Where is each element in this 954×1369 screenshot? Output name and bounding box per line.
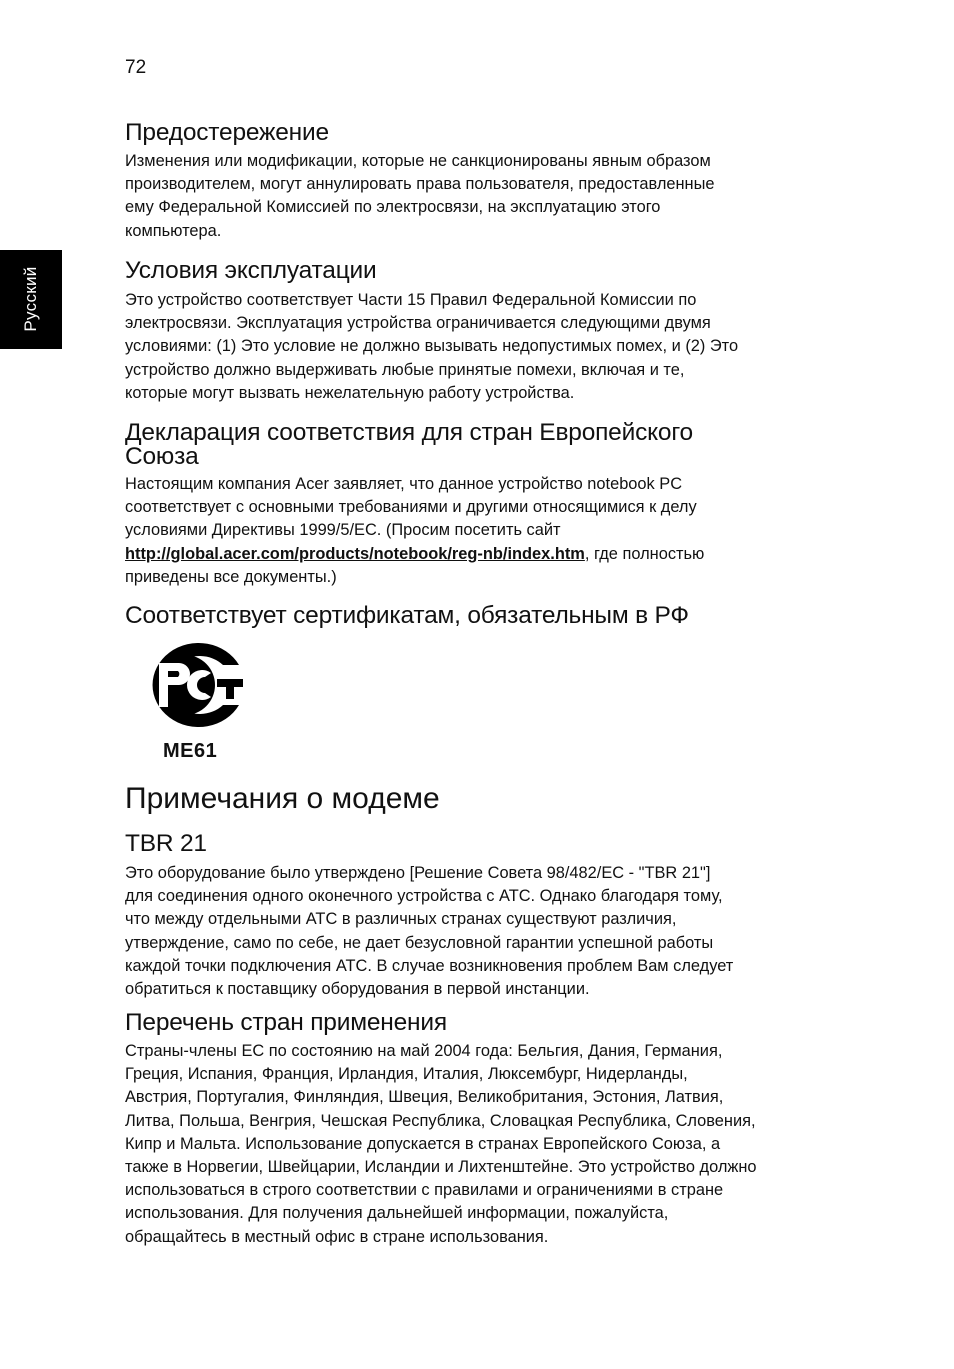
tbr21-line: каждой точки подключения АТС. В случае возникновения проблем Вам следует [125,956,734,975]
countries-paragraph [125,1040,815,1249]
tbr21-line: Это оборудование было утверждено [Решение Совета 98/482/EC - "TBR 21"] [125,864,711,882]
countries-line: использования. Для получения дальнейшей информации, пожалуйста, [125,1204,669,1223]
countries-line: Литва, Польша, Венгрия, Чешская Республика, Словацкая Республика, Словения, [125,1111,756,1130]
caution-line: Изменения или модификации, которые не санкционированы явным образом [125,152,711,170]
page-number: 72 [125,57,147,78]
tbr21-line: утверждение, само по себе, не дает безусловной гарантии успешной работы [125,933,714,952]
operation-line: электросвязи. Эксплуатация устройства ограничивается следующими двумя [125,314,711,333]
tbr21-paragraph [125,862,815,1001]
caution-heading: Предостережение [125,119,329,146]
countries-line: использоваться в строго соответствии с правилами и ограничениями в стране [125,1181,724,1200]
language-side-tab-label: Русский [21,266,40,332]
tbr21-heading: TBR 21 [125,830,207,857]
eu-declaration-last-line: приведены все документы.) [125,567,337,586]
cert-code: ME61 [163,740,218,762]
countries-line: Кипр и Мальта. Использование допускается в странах Европейского Союза, а [125,1134,721,1153]
operation-line: условиями: (1) Это условие не должно вызывать недопустимых помех, и (2) Это [125,337,739,356]
tbr21-line: что между отдельными АТС в различных странах существуют различия, [125,910,677,929]
modem-notes-heading: Примечания о модеме [125,782,440,815]
language-side-tab [0,250,62,349]
caution-paragraph [125,150,815,243]
countries-heading: Перечень стран применения [125,1009,447,1036]
operation-line: устройство должно выдерживать любые принятые помехи, включая и те, [125,360,685,379]
eu-declaration-paragraph [125,473,815,589]
countries-line: также в Норвегии, Швейцарии, Исландии и Лихтенштейне. Это устройство должно [125,1158,757,1177]
eu-declaration-heading-line2: Союза [125,443,199,470]
countries-line: Австрия, Португалия, Финляндия, Швеция, Великобритания, Эстония, Латвия, [125,1088,724,1107]
countries-line: обращайтесь в местный офис в стране использования. [125,1227,549,1246]
operation-paragraph [125,289,815,405]
caution-line: компьютера. [125,221,222,240]
eu-declaration-line: Настоящим компания Acer заявляет, что данное устройство notebook PC [125,475,683,493]
eu-declaration-after-link: , где полностью [584,544,705,563]
eu-declaration-heading [125,421,693,469]
countries-line: Греция, Испания, Франция, Ирландия, Италия, Люксембург, Нидерланды, [125,1065,688,1084]
caution-line: ему Федеральной Комиссией по электросвязи, на эксплуатацию этого [125,198,661,217]
operation-heading: Условия эксплуатации [125,257,377,284]
eu-declaration-line: соответствует с основными требованиями и другими относящимися к делу [125,498,697,517]
operation-line: которые могут вызвать нежелательную работу устройства. [125,383,575,402]
eu-declaration-line: условиями Директивы 1999/5/EC. (Просим посетить сайт [125,521,561,540]
rf-cert-heading: Соответствует сертификатам, обязательным в РФ [125,602,689,629]
operation-line: Это устройство соответствует Части 15 Правил Федеральной Комиссии по [125,291,697,309]
caution-line: производителем, могут аннулировать права пользователя, предоставленные [125,175,715,194]
pct-certification-logo [139,643,243,727]
declaration-link[interactable]: http://global.acer.com/products/notebook/reg-nb/index.htm [125,544,585,563]
countries-line: Страны-члены ЕС по состоянию на май 2004 года: Бельгия, Дания, Германия, [125,1042,723,1060]
tbr21-line: обратиться к поставщику оборудования в первой инстанции. [125,980,590,999]
eu-declaration-heading-line1: Декларация соответствия для стран Европейского [125,419,693,446]
tbr21-line: для соединения одного оконечного устройства с АТС. Однако благодаря тому, [125,887,723,906]
